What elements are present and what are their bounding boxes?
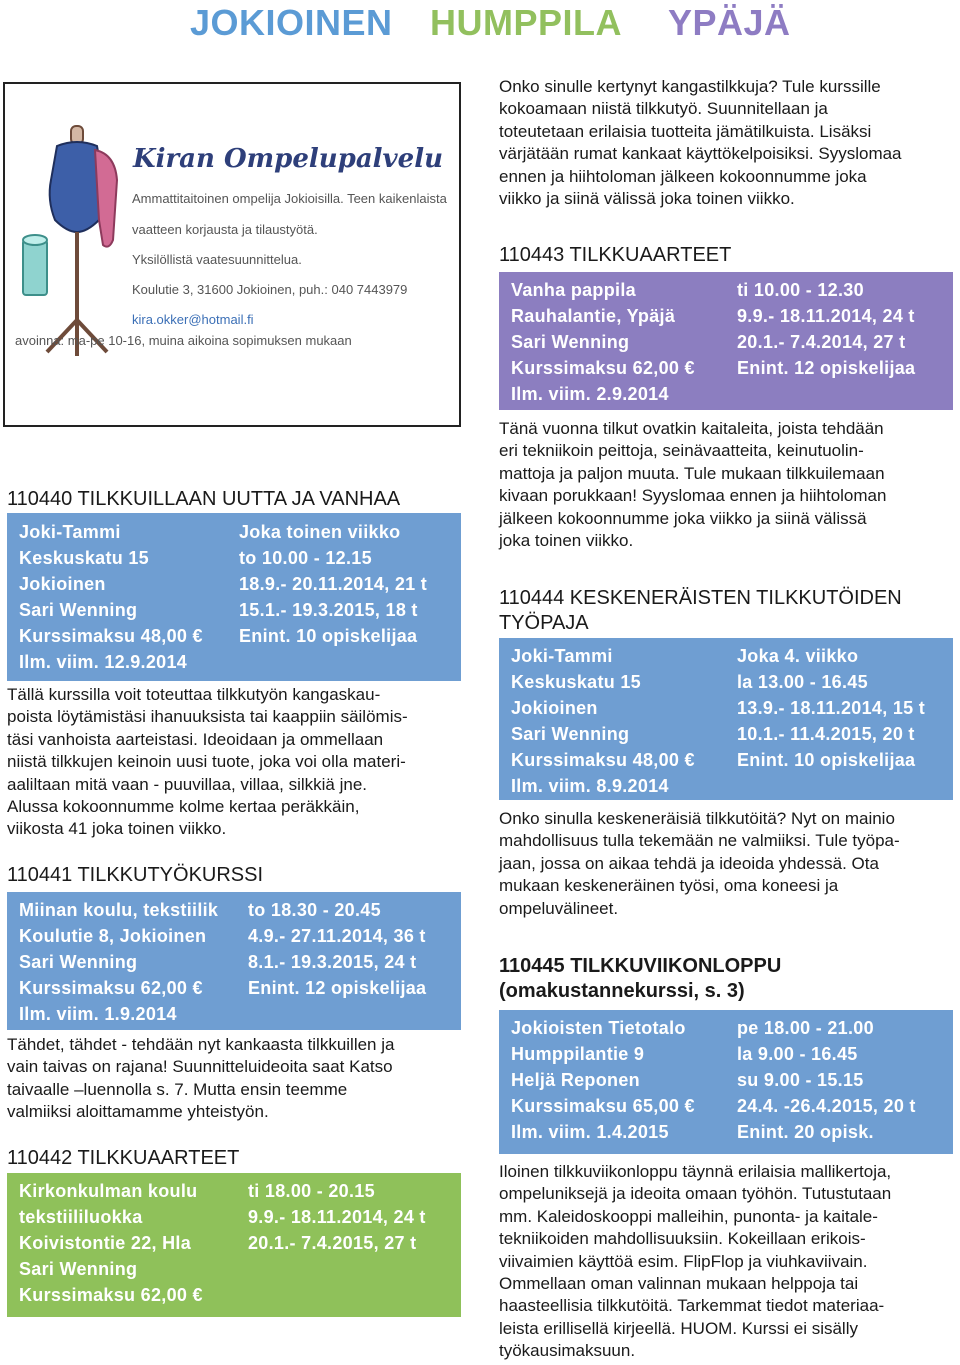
ad-line-address: Koulutie 3, 31600 Jokioinen, puh.: 040 7443979 — [132, 282, 408, 297]
info-right: pe 18.00 - 21.00 — [737, 1018, 874, 1038]
info-right: la 9.00 - 16.45 — [737, 1044, 858, 1064]
info-right: Enint. 12 opiskelijaa — [737, 358, 916, 378]
info-left: Vanha pappila — [511, 280, 636, 300]
info-left: Kurssimaksu 48,00 € — [511, 750, 695, 770]
title-line: 110444 KESKENERÄISTEN TILKKUTÖIDEN — [499, 587, 902, 609]
ad-email-link[interactable]: kira.okker@hotmail.fi — [132, 312, 254, 327]
desc-line: viivaimien käyttöä esim. FlipFlop ja viuhkaviivain. — [499, 1251, 868, 1271]
info-left: Jokioinen — [19, 574, 106, 594]
info-left: Sari Wenning — [19, 952, 138, 972]
desc-line: Onko sinulla keskeneräisiä tilkkutöitä? Nyt on mainio — [499, 809, 895, 828]
desc-line: kivaan porukkaan! Syyslomaa ennen ja hiihtoloman — [499, 486, 887, 506]
info-left: Kurssimaksu 48,00 € — [19, 626, 203, 646]
ad-line-2: vaatteen korjausta ja tilaustyötä. — [132, 222, 318, 237]
info-left: Humppilantie 9 — [511, 1044, 645, 1064]
desc-line: kokoamaan niistä tilkkutyö. Suunnitellaan ja — [499, 99, 828, 119]
info-left: Sari Wenning — [19, 1259, 138, 1279]
desc-line: työkausimaksuun. — [499, 1341, 636, 1361]
desc-line: tekniikoiden mahdollisuuksiin. Kokeillaan erikois- — [499, 1229, 866, 1249]
info-right: Enint. 20 opisk. — [737, 1122, 874, 1142]
ad-opening-hours: avoinna: ma-pe 10-16, muina aikoina sopimuksen mukaan — [15, 333, 352, 348]
desc-line: Onko sinulle kertynyt kangastilkkuja? Tule kurssille — [499, 77, 881, 96]
desc-line: viikosta 41 joka toinen viikko. — [7, 819, 227, 839]
info-right: 13.9.- 18.11.2014, 15 t — [737, 698, 926, 718]
header-town-humppila: HUMPPILA — [430, 2, 622, 43]
desc-line: leista erillisellä kirjeellä. HUOM. Kurssi ei sisälly — [499, 1318, 858, 1338]
info-left: Keskuskatu 15 — [19, 548, 149, 568]
desc-line: aaliltaan mitä vaan - puuvillaa, villaa, silkkiä jne. — [7, 774, 368, 794]
desc-line: mukaan keskeneräinen työsi, oma koneesi ja — [499, 876, 839, 896]
info-right: 20.1.- 7.4.2015, 27 t — [248, 1233, 417, 1253]
course-110442-description — [499, 76, 959, 210]
info-left: Heljä Reponen — [511, 1070, 640, 1090]
course-110445-description — [499, 1161, 959, 1363]
info-left: Koivistontie 22, Hla — [19, 1233, 192, 1253]
course-110443-title: 110443 TILKKUAARTEET — [499, 244, 732, 266]
info-right: to 10.00 - 12.15 — [239, 548, 372, 568]
info-right: Joka toinen viikko — [239, 522, 401, 542]
info-left: Sari Wenning — [511, 724, 630, 744]
desc-line: poista löytämistäsi ihanuuksista tai kaappiin säilömis- — [7, 707, 408, 727]
info-right: 9.9.- 18.11.2014, 24 t — [737, 306, 915, 326]
info-right: ti 10.00 - 12.30 — [737, 280, 864, 300]
course-110443-info-box — [499, 272, 953, 410]
info-left: Jokioinen — [511, 698, 598, 718]
course-110442-title: 110442 TILKKUAARTEET — [7, 1147, 240, 1169]
desc-line: toteutetaan erilaisia tuotteita jämätilkuista. Lisäksi — [499, 121, 872, 141]
desc-line: ompeluvälineet. — [499, 898, 619, 918]
course-110440-title: 110440 TILKKUILLAAN UUTTA JA VANHAA — [7, 488, 401, 510]
info-right: su 9.00 - 15.15 — [737, 1070, 864, 1090]
ad-line-3: Yksilöllistä vaatesuunnittelua. — [132, 252, 302, 267]
info-left: tekstiililuokka — [19, 1207, 143, 1227]
info-left: Ilm. viim. 12.9.2014 — [19, 652, 188, 672]
desc-line: Tällä kurssilla voit toteuttaa tilkkutyön kangaskau- — [7, 685, 381, 704]
title-line: (omakustannekurssi, s. 3) — [499, 980, 745, 1002]
info-left: Ilm. viim. 1.9.2014 — [19, 1004, 177, 1024]
header-town-ypaja: YPÄJÄ — [668, 2, 791, 43]
desc-line: jälkeen kokoonnumme joka viikko ja siinä välissä — [499, 508, 867, 528]
course-110445-info-box — [499, 1010, 953, 1154]
desc-line: ompeluniksejä ja ideoita omaan työhön. Tutustutaan — [499, 1184, 892, 1204]
info-left: Kurssimaksu 62,00 € — [19, 1285, 203, 1305]
title-line: TYÖPAJA — [499, 612, 589, 634]
desc-line: mm. Kaleidoskooppi malleihin, punonta- ja kaitale- — [499, 1206, 878, 1226]
info-right: 18.9.- 20.11.2014, 21 t — [239, 574, 428, 594]
desc-line: valmiiksi aloittamamme yhteistyön. — [7, 1102, 269, 1122]
course-110441-info-box — [7, 892, 461, 1030]
info-right: to 18.30 - 20.45 — [248, 900, 381, 920]
course-110443-description — [499, 418, 959, 552]
info-left: Kirkonkulman koulu — [19, 1181, 198, 1201]
info-right: 20.1.- 7.4.2014, 27 t — [737, 332, 906, 352]
desc-line: haasteellisia tilkkutöitä. Tarkemmat tiedot materiaa- — [499, 1296, 885, 1316]
desc-line: mahdollisuus tulla tekemään ne valmiiksi. Tule työpa- — [499, 831, 900, 851]
course-110441-description — [7, 1034, 461, 1124]
info-left: Miinan koulu, tekstiilik — [19, 900, 219, 920]
info-left: Ilm. viim. 1.4.2015 — [511, 1122, 669, 1142]
desc-line: Tänä vuonna tilkut ovatkin kaitaleita, joista tehdään — [499, 419, 884, 438]
info-left: Sari Wenning — [511, 332, 630, 352]
info-left: Koulutie 8, Jokioinen — [19, 926, 207, 946]
course-110440-info-box — [7, 513, 461, 681]
course-110442-info-box — [7, 1173, 461, 1317]
course-110441-title: 110441 TILKKUTYÖKURSSI — [7, 864, 264, 886]
desc-line: viikko ja siinä välissä joka toinen viikko. — [499, 189, 795, 209]
desc-line: Iloinen tilkkuviikonloppu täynnä erilaisia mallikertoja, — [499, 1162, 892, 1181]
desc-line: ennen ja hiihtoloman jälkeen kokoonnumme joka — [499, 166, 867, 186]
course-110444-info-box — [499, 638, 953, 800]
desc-line: Ommellaan oman valinnan mukaan helppoja tai — [499, 1274, 859, 1294]
info-left: Ilm. viim. 8.9.2014 — [511, 776, 669, 796]
desc-line: joka toinen viikko. — [499, 531, 634, 551]
info-right: 15.1.- 19.3.2015, 18 t — [239, 600, 418, 620]
info-left: Rauhalantie, Ypäjä — [511, 306, 676, 326]
business-name: Kiran Ompelupalvelu — [133, 144, 443, 174]
info-left: Ilm. viim. 2.9.2014 — [511, 384, 669, 404]
info-right: Enint. 10 opiskelijaa — [737, 750, 916, 770]
info-right: Joka 4. viikko — [737, 646, 859, 666]
desc-line: eri tekniikoin peittoja, seinävaatteita, keinutuolin- — [499, 441, 864, 461]
info-left: Joki-Tammi — [511, 646, 613, 666]
info-left: Jokioisten Tietotalo — [511, 1018, 686, 1038]
desc-line: taivaalle –luennolla s. 7. Mutta ensin teemme — [7, 1079, 348, 1099]
info-right: 8.1.- 19.3.2015, 24 t — [248, 952, 417, 972]
info-left: Sari Wenning — [19, 600, 138, 620]
header-town-jokioinen: JOKIOINEN — [190, 2, 393, 43]
course-110445-title — [499, 954, 781, 1004]
info-right: Enint. 10 opiskelijaa — [239, 626, 418, 646]
info-left: Kurssimaksu 65,00 € — [511, 1096, 695, 1116]
info-right: la 13.00 - 16.45 — [737, 672, 868, 692]
title-line: 110445 TILKKUVIIKONLOPPU — [499, 955, 782, 977]
info-right: 10.1.- 11.4.2015, 20 t — [737, 724, 915, 744]
ad-line-1: Ammattitaitoinen ompelija Jokioisilla. Teen kaikenlaista — [132, 191, 447, 206]
desc-line: värjätään rumat kankaat käyttökelpoisiksi. Syyslomaa — [499, 144, 902, 164]
info-left: Joki-Tammi — [19, 522, 121, 542]
desc-line: täsi vanhoista aarteistasi. Ideoidaan ja ommellaan — [7, 729, 384, 749]
info-right: ti 18.00 - 20.15 — [248, 1181, 375, 1201]
info-right: 9.9.- 18.11.2014, 24 t — [248, 1207, 426, 1227]
advertisement-box — [3, 82, 461, 427]
desc-line: mattoja ja paljon muuta. Tule mukaan tilkkuilemaan — [499, 463, 885, 483]
desc-line: jaan, jossa on aikaa tehdä ja ideoida yhdessä. Ota — [499, 853, 879, 873]
info-left: Kurssimaksu 62,00 € — [511, 358, 695, 378]
desc-line: Alussa kokoonnumme kolme kertaa peräkkäin, — [7, 797, 360, 817]
desc-line: niistä tilkkujen keinoin uusi tuote, joka voi olla materi- — [7, 752, 406, 772]
info-right: Enint. 12 opiskelijaa — [248, 978, 427, 998]
course-110444-title — [499, 586, 902, 636]
info-left: Keskuskatu 15 — [511, 672, 641, 692]
info-right: 24.4. -26.4.2015, 20 t — [737, 1096, 916, 1116]
course-110444-description — [499, 808, 959, 920]
page-header — [0, 0, 960, 48]
course-110440-description — [7, 684, 461, 841]
info-right: 4.9.- 27.11.2014, 36 t — [248, 926, 426, 946]
desc-line: Tähdet, tähdet - tehdään nyt kankaasta tilkkuillen ja — [7, 1035, 395, 1054]
desc-line: vain taivas on rajana! Suunnitteluideoita saat Katso — [7, 1057, 393, 1077]
info-left: Kurssimaksu 62,00 € — [19, 978, 203, 998]
